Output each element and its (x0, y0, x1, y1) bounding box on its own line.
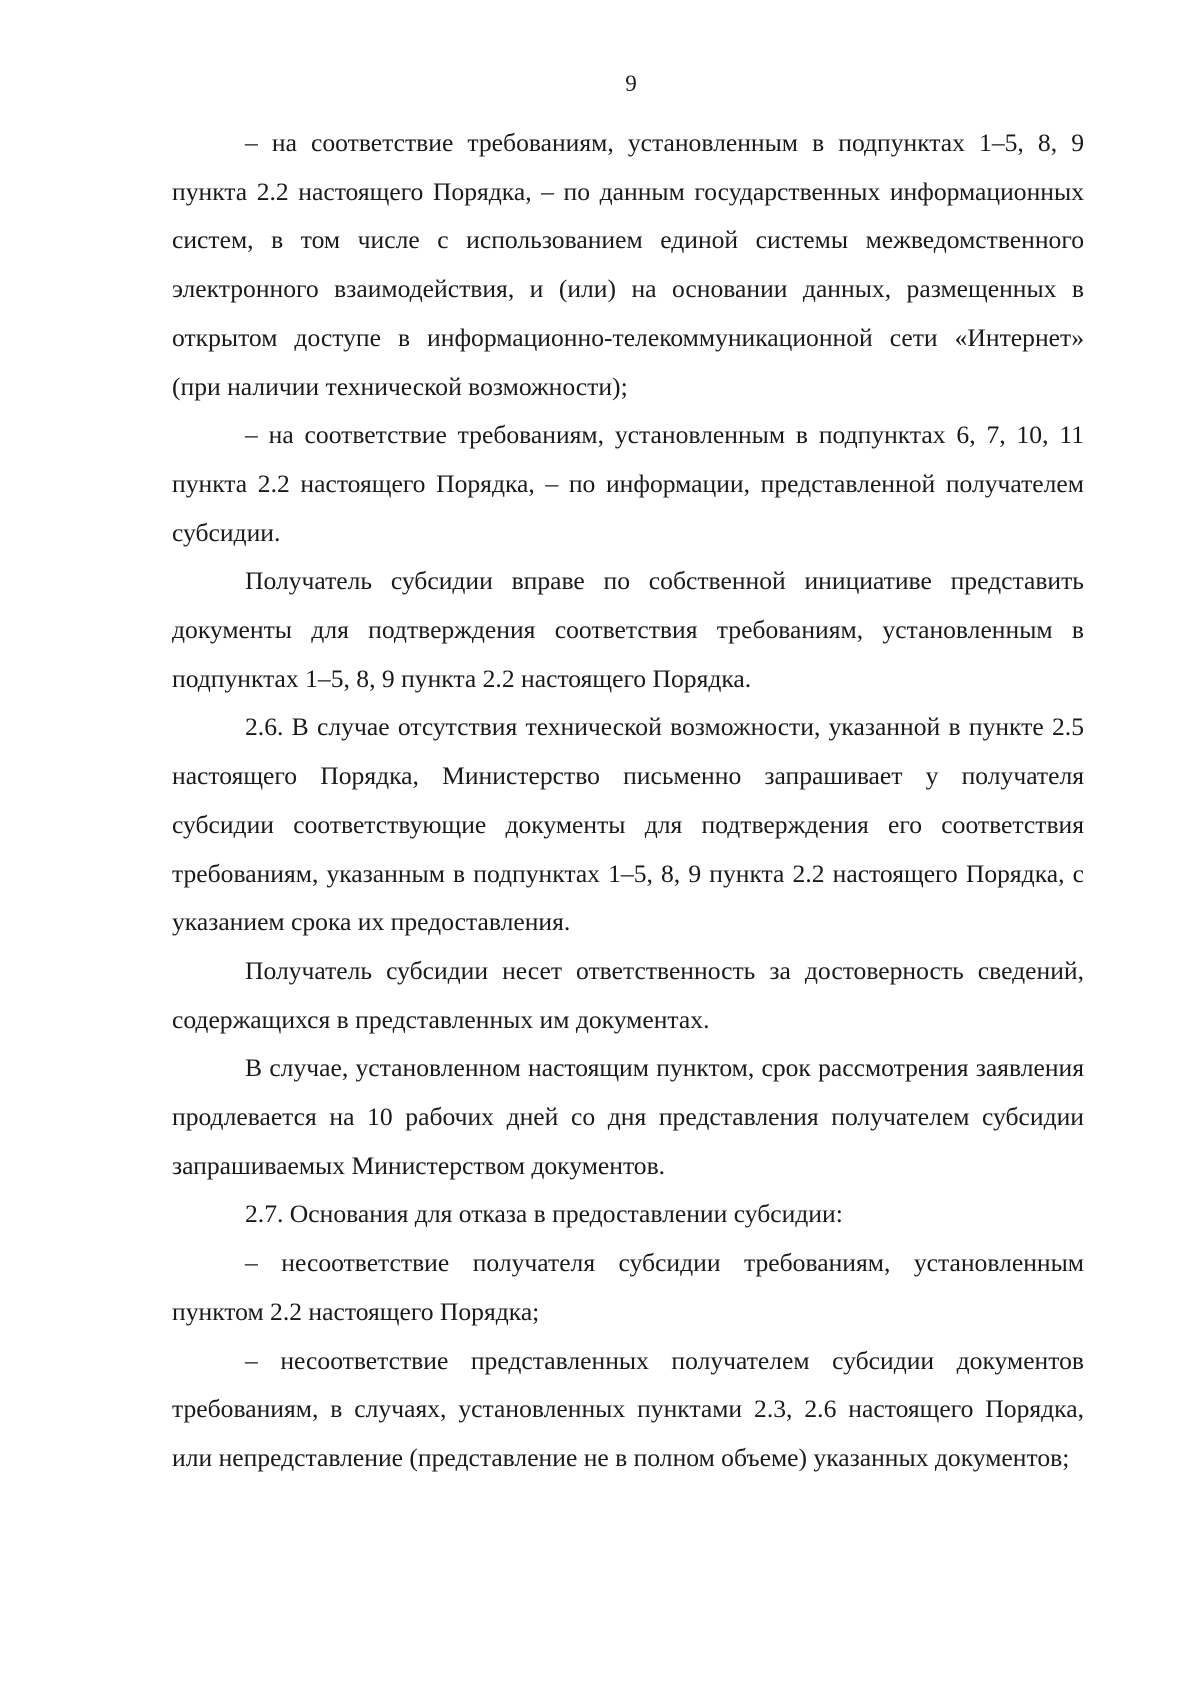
paragraph-requirements-state-systems: – на соответствие требованиям, установленным в подпунктах 1–5, 8, 9 пункта 2.2 настоящего Порядка, – по данным государственных информационных систем, в том числе с использованием единой системы межведомственного электронного взаимодействия, и (или) на основании данных, размещенных в открытом доступе в информационно-телекоммуникационной сети «Интернет» (при наличии технической возможности); (172, 128, 1084, 401)
paragraph-review-extension: В случае, установленном настоящим пунктом, срок рассмотрения заявления продлевается на 10 рабочих дней со дня представления получателем субсидии запрашиваемых Министерством документов. (172, 1053, 1084, 1180)
page-number: 9 (625, 71, 637, 96)
paragraph-clause-2-7-heading: 2.7. Основания для отказа в предоставлении субсидии: (245, 1199, 843, 1229)
paragraph-requirements-recipient-info: – на соответствие требованиям, установленным в подпунктах 6, 7, 10, 11 пункта 2.2 настоящего Порядка, – по информации, представленной получателем субсидии. (172, 420, 1084, 547)
document-body (172, 119, 1084, 1483)
paragraph-clause-2-6: 2.6. В случае отсутствия технической возможности, указанной в пункте 2.5 настоящего Порядка, Министерство письменно запрашивает у получателя субсидии соответствующие документы для подтверждения его соответствия требованиям, указанным в подпунктах 1–5, 8, 9 пункта 2.2 настоящего Порядка, с указанием срока их предоставления. (172, 712, 1084, 937)
paragraph-refusal-ground-documents: – несоответствие представленных получателем субсидии документов требованиям, в случаях, установленных пунктами 2.3, 2.6 настоящего Порядка, или непредставление (представление не в полном объеме) указанных документов; (172, 1345, 1084, 1472)
paragraph-refusal-ground-noncompliance: – несоответствие получателя субсидии требованиям, установленным пунктом 2.2 настоящего Порядка; (172, 1248, 1084, 1326)
paragraph-recipient-initiative: Получатель субсидии вправе по собственной инициативе представить документы для подтверждения соответствия требованиям, установленным в подпунктах 1–5, 8, 9 пункта 2.2 настоящего Порядка. (172, 566, 1084, 693)
paragraph-recipient-responsibility: Получатель субсидии несет ответственность за достоверность сведений, содержащихся в представленных им документах. (172, 955, 1084, 1034)
